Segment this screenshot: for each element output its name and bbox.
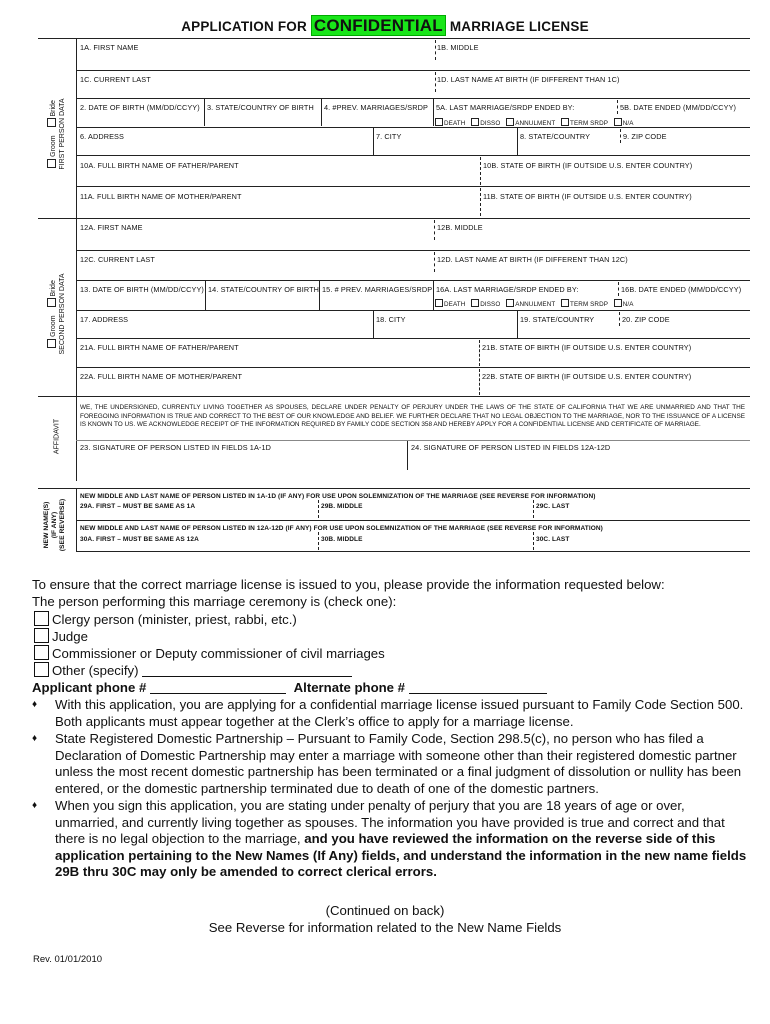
bride-checkbox-1[interactable] xyxy=(47,119,56,128)
groom-checkbox-2[interactable] xyxy=(47,339,56,348)
groom-checkbox-1[interactable] xyxy=(47,159,56,168)
field-23-signature[interactable]: 23. SIGNATURE OF PERSON LISTED IN FIELDS 1A-1D xyxy=(80,443,271,452)
field-20[interactable]: 20. ZIP CODE xyxy=(622,315,670,324)
field-1d[interactable]: 1D. LAST NAME AT BIRTH (IF DIFFERENT THAN 1C) xyxy=(437,75,620,84)
field-24-signature[interactable]: 24. SIGNATURE OF PERSON LISTED IN FIELDS 12A-12D xyxy=(411,443,611,452)
field-10b[interactable]: 10B. STATE OF BIRTH (IF OUTSIDE U.S. ENTER COUNTRY) xyxy=(483,161,693,170)
field-21b[interactable]: 21B. STATE OF BIRTH (IF OUTSIDE U.S. ENTER COUNTRY) xyxy=(482,343,692,352)
bullet-1-text: With this application, you are applying for a confidential marriage license issued pursuant to Family Code Section 500. Both applicants must appear together at the Clerk’s office to apply for a marriage license. xyxy=(55,697,744,729)
continued-on-back: (Continued on back) xyxy=(325,903,445,918)
field-7[interactable]: 7. CITY xyxy=(376,132,402,141)
clergy-checkbox[interactable] xyxy=(34,611,49,626)
field-10a[interactable]: 10A. FULL BIRTH NAME OF FATHER/PARENT xyxy=(80,161,239,170)
new-names-header-2: NEW MIDDLE AND LAST NAME OF PERSON LISTED IN 12A-12D (IF ANY) FOR USE UPON SOLEMNIZATION OF THE MARRIAGE (SEE REVERSE FOR INFORMATION) xyxy=(80,525,603,532)
commissioner-checkbox[interactable] xyxy=(34,645,49,660)
field-16a[interactable]: 16A. LAST MARRIAGE/SRDP ENDED BY: xyxy=(436,285,579,294)
option-commissioner: Commissioner or Deputy commissioner of civil marriages xyxy=(34,645,385,663)
field-19[interactable]: 19. STATE/COUNTRY xyxy=(520,315,595,324)
field-29a[interactable]: 29A. FIRST – MUST BE SAME AS 1A xyxy=(80,503,196,510)
field-3[interactable]: 3. STATE/COUNTRY OF BIRTH xyxy=(207,103,314,112)
field-22a[interactable]: 22A. FULL BIRTH NAME OF MOTHER/PARENT xyxy=(80,372,243,381)
phone-row: Applicant phone # Alternate phone # xyxy=(32,680,547,697)
field-9[interactable]: 9. ZIP CODE xyxy=(623,132,667,141)
affidavit-side-label: AFFIDAVIT xyxy=(53,418,61,455)
field-12d[interactable]: 12D. LAST NAME AT BIRTH (IF DIFFERENT THAN 12C) xyxy=(437,255,628,264)
field-22b[interactable]: 22B. STATE OF BIRTH (IF OUTSIDE U.S. ENTER COUNTRY) xyxy=(482,372,692,381)
annulment-checkbox-2[interactable] xyxy=(506,299,514,307)
field-1b[interactable]: 1B. MIDDLE xyxy=(437,43,479,52)
field-29c[interactable]: 29C. LAST xyxy=(536,503,570,510)
field-4[interactable]: 4. #PREV. MARRIAGES/SRDP xyxy=(324,103,428,112)
term-srdp-checkbox-2[interactable] xyxy=(561,299,569,307)
field-12a[interactable]: 12A. FIRST NAME xyxy=(80,223,143,232)
bullet-3-text: When you sign this application, you are stating under penalty of perjury that you are 18 years of age or over, unmarried, and currently living together as spouses. The information you have provided is true and correct and that there is no legal objection to the marriage, and you have reviewed the information on the reverse side of this application pertaining to the New Names (If Any) fields, and understand the information in the new name fields 29B thru 30C may only be amended to correct clerical errors. xyxy=(55,798,747,880)
field-30b[interactable]: 30B. MIDDLE xyxy=(321,536,363,543)
field-30c[interactable]: 30C. LAST xyxy=(536,536,570,543)
bullet-icon-3: ♦ xyxy=(32,800,38,811)
confidential-highlight: CONFIDENTIAL xyxy=(311,15,446,36)
new-names-header-1: NEW MIDDLE AND LAST NAME OF PERSON LISTED IN 1A-1D (IF ANY) FOR USE UPON SOLEMNIZATION OF THE MARRIAGE (SEE REVERSE FOR INFORMATION) xyxy=(80,493,596,500)
judge-checkbox[interactable] xyxy=(34,628,49,643)
field-11a[interactable]: 11A. FULL BIRTH NAME OF MOTHER/PARENT xyxy=(80,192,242,201)
performer-prompt: The person performing this marriage ceremony is (check one): xyxy=(32,594,397,609)
bullet-icon-1: ♦ xyxy=(32,699,38,710)
field-30a[interactable]: 30A. FIRST – MUST BE SAME AS 12A xyxy=(80,536,199,543)
other-checkbox[interactable] xyxy=(34,662,49,677)
death-checkbox-1[interactable] xyxy=(435,118,443,126)
death-checkbox-2[interactable] xyxy=(435,299,443,307)
field-18[interactable]: 18. CITY xyxy=(376,315,406,324)
na-checkbox-2[interactable] xyxy=(614,299,622,307)
field-11b[interactable]: 11B. STATE OF BIRTH (IF OUTSIDE U.S. ENTER COUNTRY) xyxy=(483,192,692,201)
disso-checkbox-2[interactable] xyxy=(471,299,479,307)
field-21a[interactable]: 21A. FULL BIRTH NAME OF FATHER/PARENT xyxy=(80,343,239,352)
field-17[interactable]: 17. ADDRESS xyxy=(80,315,129,324)
field-1a[interactable]: 1A. FIRST NAME xyxy=(80,43,139,52)
second-person-side-label: Groom Bride SECOND PERSON DATA xyxy=(47,239,67,389)
bullet-icon-2: ♦ xyxy=(32,733,38,744)
field-8[interactable]: 8. STATE/COUNTRY xyxy=(520,132,591,141)
na-checkbox-1[interactable] xyxy=(614,118,622,126)
field-5a[interactable]: 5A. LAST MARRIAGE/SRDP ENDED BY: xyxy=(436,103,575,112)
ended-by-options-1: DEATH DISSO ANNULMENT TERM SRDP N/A xyxy=(434,118,634,128)
term-srdp-checkbox-1[interactable] xyxy=(561,118,569,126)
form-title: APPLICATION FOR CONFIDENTIAL MARRIAGE LICENSE xyxy=(181,16,589,35)
field-15[interactable]: 15. # PREV. MARRIAGES/SRDP xyxy=(322,285,433,294)
field-6[interactable]: 6. ADDRESS xyxy=(80,132,124,141)
field-14[interactable]: 14. STATE/COUNTRY OF BIRTH xyxy=(208,285,319,294)
new-names-side-label: NEW NAME(S) (IF ANY) (SEE REVERSE) xyxy=(43,498,66,552)
first-person-side-label: Groom Bride FIRST PERSON DATA xyxy=(47,59,67,209)
see-reverse-note: See Reverse for information related to the New Name Fields xyxy=(208,920,562,935)
revision-date: Rev. 01/01/2010 xyxy=(33,954,103,965)
option-clergy: Clergy person (minister, priest, rabbi, etc.) xyxy=(34,611,297,629)
field-12c[interactable]: 12C. CURRENT LAST xyxy=(80,255,155,264)
other-specify-line[interactable] xyxy=(142,664,352,677)
bullet-2-text: State Registered Domestic Partnership – Pursuant to Family Code, Section 298.5(c), no person who has filed a Declaration of Domestic Partnership may enter a marriage with someone other than their registered domestic partner unless the most recent domestic partnership has been terminated or a final judgment of dissolution or nullity has been entered, or the domestic partnership terminated due to death of one of the domestic partners. xyxy=(55,731,742,796)
bride-checkbox-2[interactable] xyxy=(47,299,56,308)
field-5b[interactable]: 5B. DATE ENDED (MM/DD/CCYY) xyxy=(620,103,737,112)
option-other: Other (specify) xyxy=(34,662,352,680)
field-13[interactable]: 13. DATE OF BIRTH (MM/DD/CCYY) xyxy=(80,285,204,294)
field-1c[interactable]: 1C. CURRENT LAST xyxy=(80,75,151,84)
disso-checkbox-1[interactable] xyxy=(471,118,479,126)
annulment-checkbox-1[interactable] xyxy=(506,118,514,126)
intro-text: To ensure that the correct marriage license is issued to you, please provide the information requested below: xyxy=(32,577,665,592)
field-12b[interactable]: 12B. MIDDLE xyxy=(437,223,483,232)
field-2[interactable]: 2. DATE OF BIRTH (MM/DD/CCYY) xyxy=(80,103,200,112)
ended-by-options-2: DEATH DISSO ANNULMENT TERM SRDP N/A xyxy=(434,299,634,309)
option-judge: Judge xyxy=(34,628,88,646)
alternate-phone-line[interactable] xyxy=(409,681,547,694)
field-16b[interactable]: 16B. DATE ENDED (MM/DD/CCYY) xyxy=(621,285,742,294)
applicant-phone-line[interactable] xyxy=(150,681,286,694)
field-29b[interactable]: 29B. MIDDLE xyxy=(321,503,363,510)
affidavit-text: WE, THE UNDERSIGNED, CURRENTLY LIVING TOGETHER AS SPOUSES, DECLARE UNDER PENALTY OF PERJURY UNDER THE LAWS OF THE STATE OF CALIFORNIA THAT WE ARE UNMARRIED AND THAT THE FOREGOING INFORMATION IS TRUE AND CORRECT TO THE BEST OF OUR KNOWLEDGE AND BELIEF. WE FURTHER DECLARE THAT NO LEGAL OBJECTION TO THE MARRIAGE, NOR TO THE ISSUANCE OF A LICENSE IS KNOWN TO US. WE ACKNOWLEDGE RECEIPT OF THE INFORMATION REQUIRED BY FAMILY CODE SECTION 358 AND HEREBY APPLY FOR A CONFIDENTIAL LICENSE AND CERTIFICATE OF MARRIAGE. xyxy=(80,404,745,429)
